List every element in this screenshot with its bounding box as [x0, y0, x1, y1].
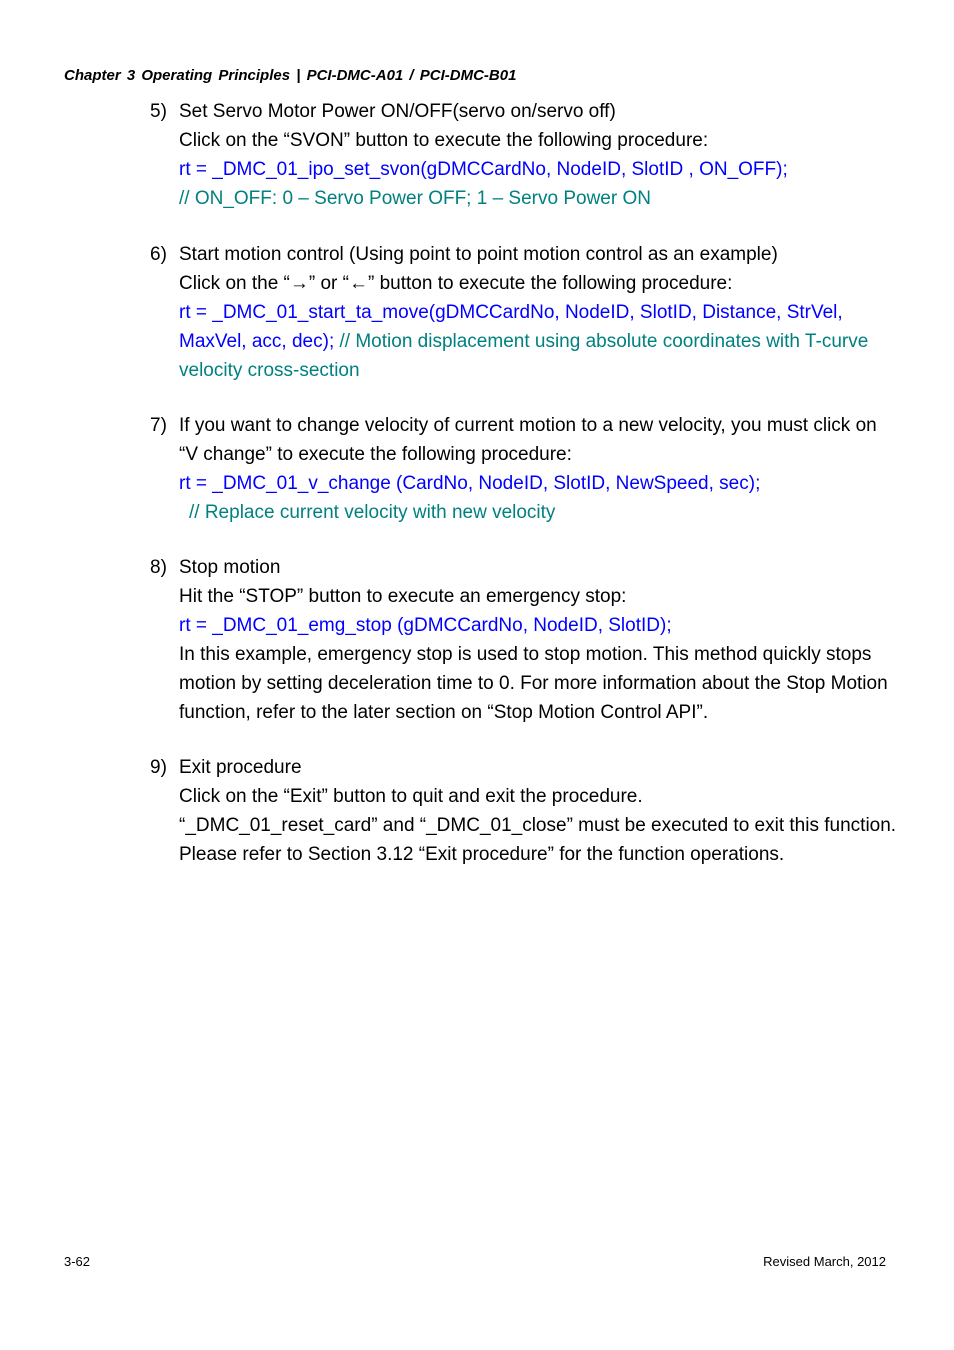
step-7	[150, 411, 900, 527]
code-line: rt = _DMC_01_start_ta_move(gDMCCardNo, NodeID, SlotID, Distance, StrVel, MaxVel, acc, dec);	[179, 302, 843, 352]
step-instruction: Click on the “Exit” button to quit and exit the procedure.	[179, 786, 643, 807]
step-title: Exit procedure	[179, 757, 302, 778]
step-9	[150, 753, 900, 869]
step-title: Stop motion	[179, 557, 281, 578]
step-instruction: Click on the “→” or “←” button to execute the following procedure:	[179, 273, 733, 294]
step-number: 5)	[150, 101, 167, 122]
step-title: If you want to change velocity of current motion to a new velocity, you must click on “V change” to execute the following procedure:	[179, 415, 877, 465]
code-comment: // Replace current velocity with new velocity	[189, 502, 556, 523]
step-5	[150, 97, 900, 213]
code-comment: // ON_OFF: 0 – Servo Power OFF; 1 – Servo Power ON	[179, 188, 651, 209]
code-line: rt = _DMC_01_ipo_set_svon(gDMCCardNo, NodeID, SlotID , ON_OFF);	[179, 159, 788, 180]
step-number: 9)	[150, 757, 167, 778]
step-number: 6)	[150, 244, 167, 265]
step-number: 8)	[150, 557, 167, 578]
step-instruction: Hit the “STOP” button to execute an emergency stop:	[179, 586, 627, 607]
revision-date: Revised March, 2012	[763, 1254, 886, 1269]
step-6	[150, 240, 900, 385]
code-line: rt = _DMC_01_v_change (CardNo, NodeID, SlotID, NewSpeed, sec);	[179, 473, 761, 494]
page-number: 3-62	[64, 1254, 91, 1269]
step-description: In this example, emergency stop is used to stop motion. This method quickly stops motion by setting deceleration time to 0. For more information about the Stop Motion function, refer to the later section on “Stop Motion Control API”.	[179, 644, 888, 723]
step-title: Start motion control (Using point to point motion control as an example)	[179, 244, 778, 265]
step-number: 7)	[150, 415, 167, 436]
step-instruction: Click on the “SVON” button to execute the following procedure:	[179, 130, 709, 151]
step-8	[150, 553, 900, 727]
step-description: “_DMC_01_reset_card” and “_DMC_01_close” must be executed to exit this function. Please refer to Section 3.12 “Exit procedure” for the function operations.	[179, 815, 897, 865]
code-comment: // Motion displacement using absolute coordinates with T-curve velocity cross-section	[179, 331, 869, 381]
step-title: Set Servo Motor Power ON/OFF(servo on/servo off)	[179, 101, 616, 122]
code-line: rt = _DMC_01_emg_stop (gDMCCardNo, NodeID, SlotID);	[179, 615, 672, 636]
running-header: Chapter 3 Operating Principles | PCI-DMC-A01 / PCI-DMC-B01	[64, 67, 517, 84]
